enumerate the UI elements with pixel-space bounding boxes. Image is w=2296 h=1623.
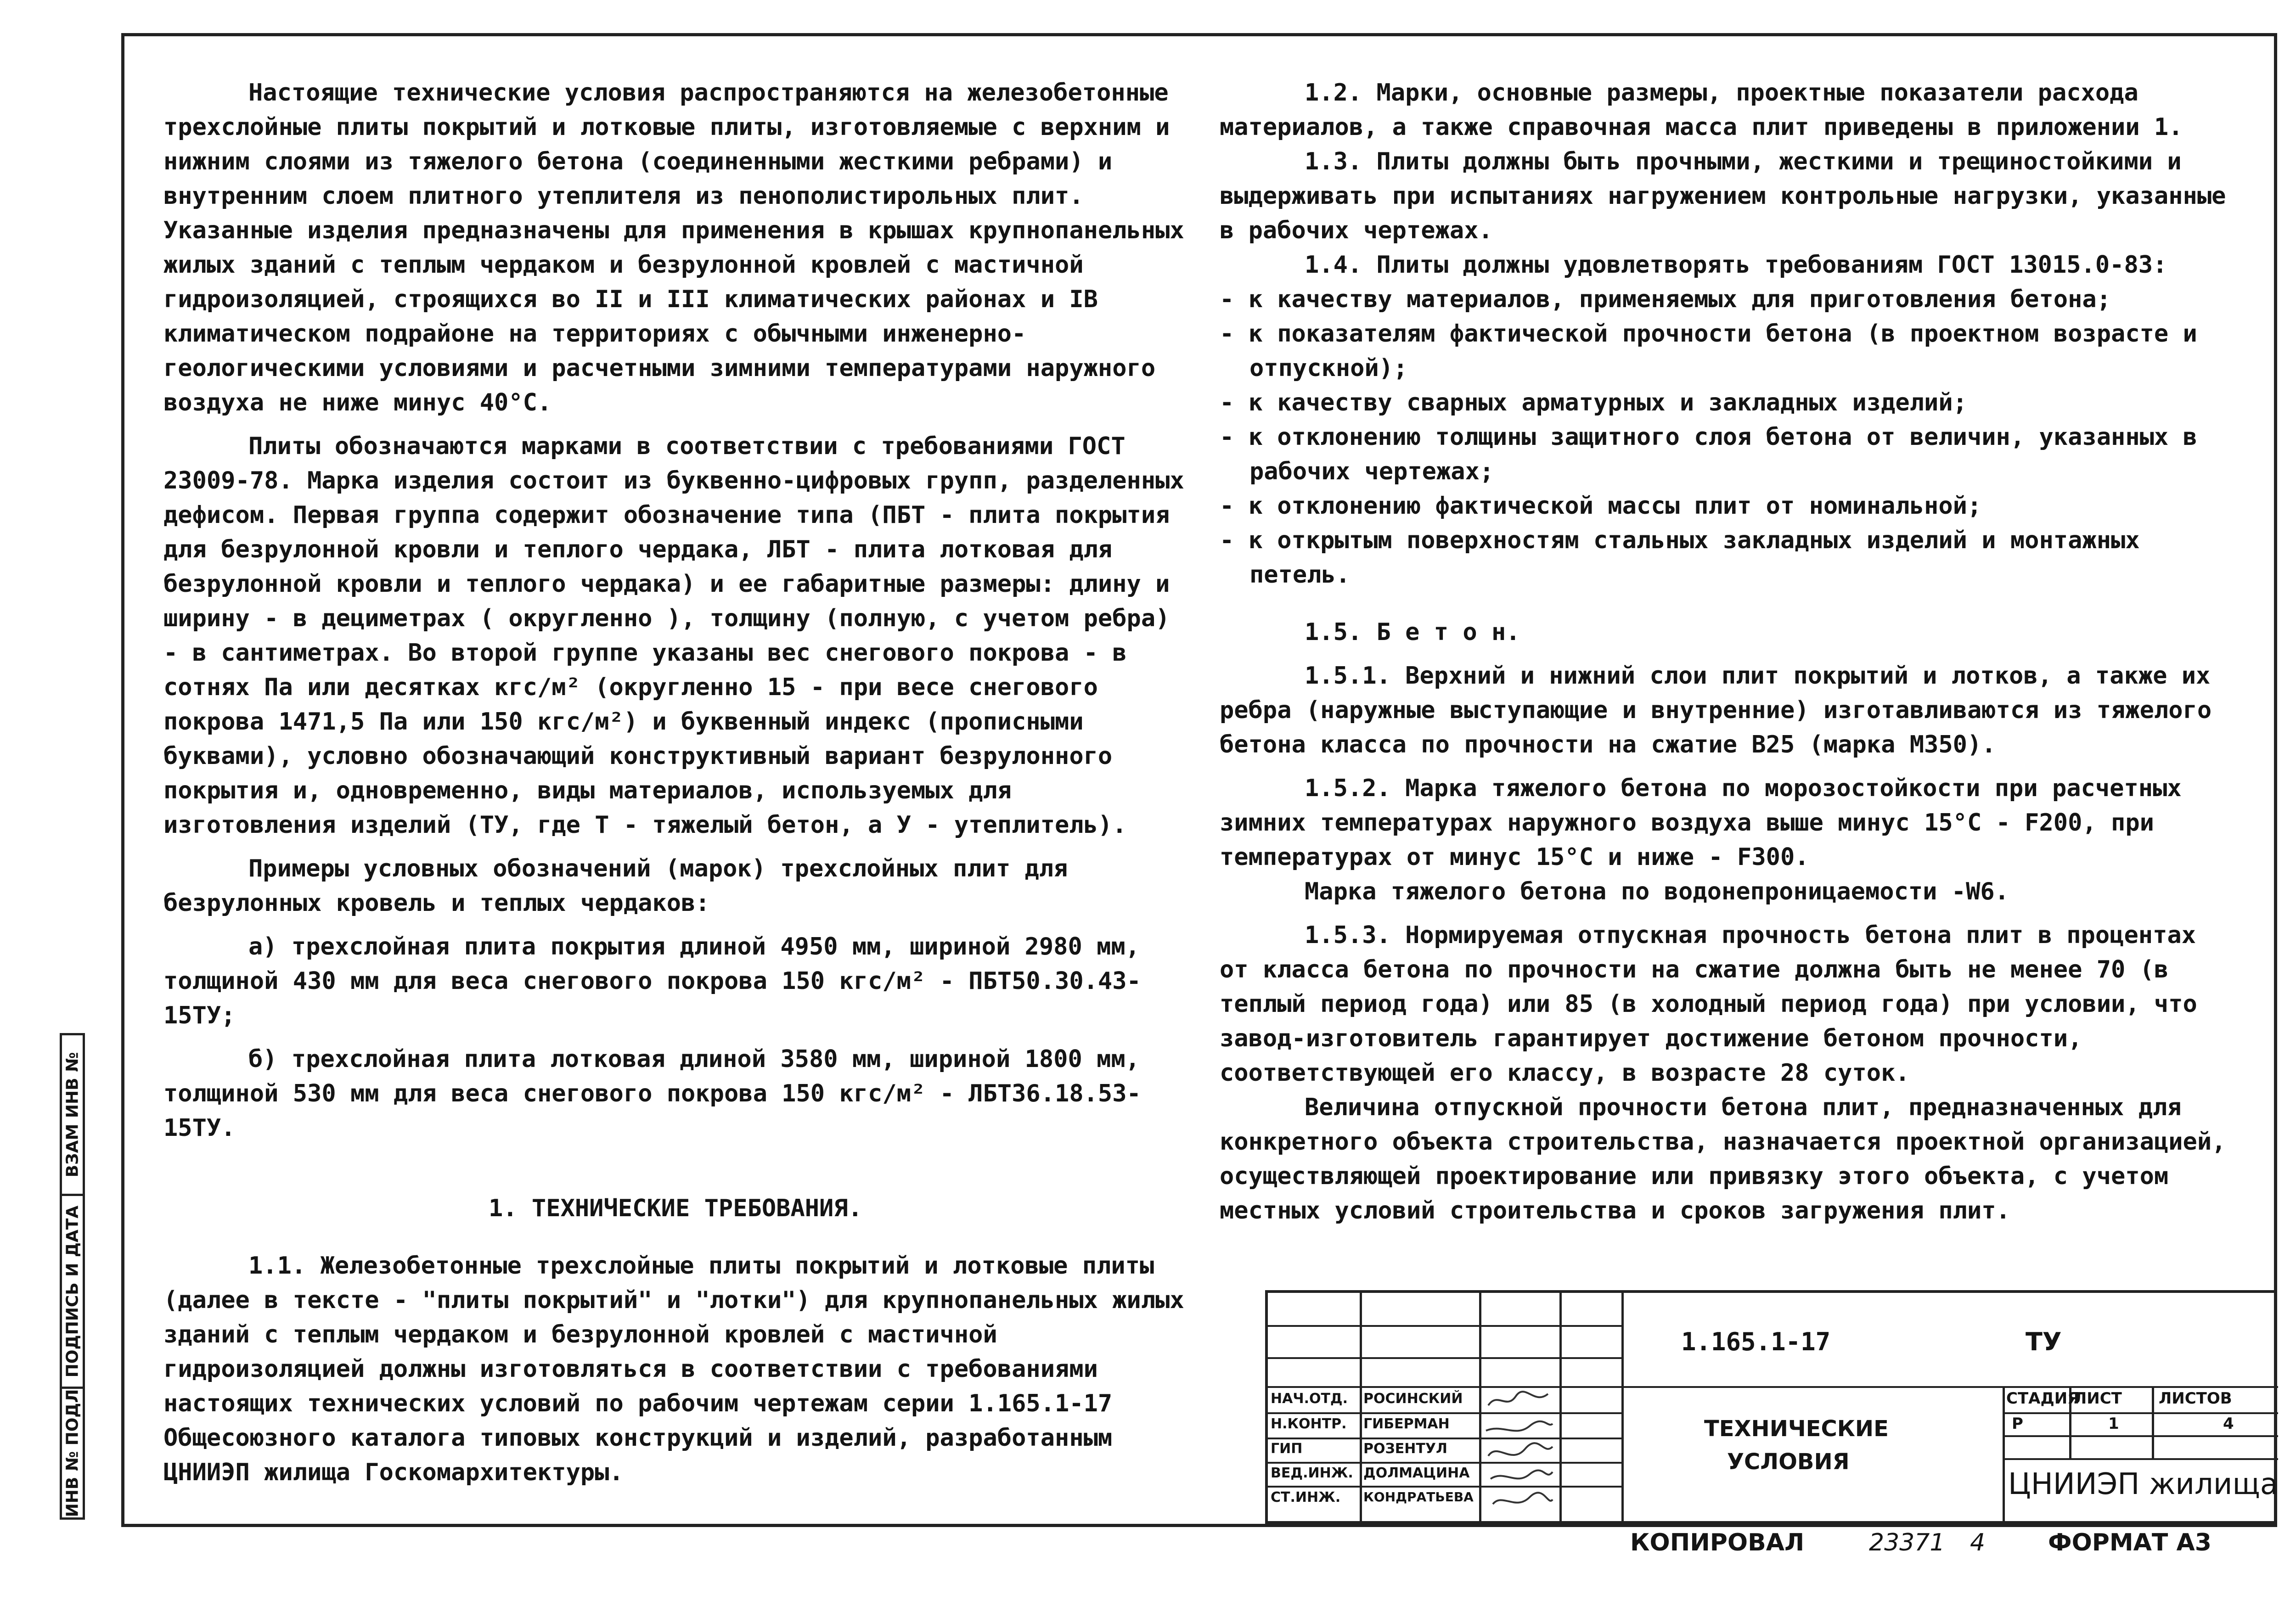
side-cell-inv bbox=[62, 1389, 83, 1517]
strength-note: Величина отпускной прочности бетона плит, предназначенных для конкретного объекта строительства, назначается проектной организацией, осуществляющей проектирование или привязку этого объекта, с учетом местных условий строительства и сроков загружения плит. bbox=[1220, 1094, 2226, 1224]
signer-name: ДОЛМАЦИНА bbox=[1363, 1465, 1470, 1481]
list-item: - к показателям фактической прочности бетона (в проектном возрасте и отпускной); bbox=[1220, 320, 2197, 382]
frost-resistance-note: Марка тяжелого бетона по водонепроницаемости -W6. bbox=[1305, 878, 2009, 905]
clause-1-2: 1.2. Марки, основные размеры, проектные показатели расхода материалов, а также справочная масса плит приведены в приложении 1. bbox=[1220, 79, 2183, 141]
signer-name: РОСИНСКИЙ bbox=[1363, 1391, 1463, 1407]
sheet-label: ЛИСТ bbox=[2074, 1389, 2122, 1408]
stage-label: СТАДИЯ bbox=[2006, 1389, 2080, 1408]
examples-intro: Примеры условных обозначений (марок) трехслойных плит для безрулонных кровель и теплых чердаков: bbox=[163, 855, 1068, 917]
list-item: - к качеству материалов, применяемых для приготовления бетона; bbox=[1220, 286, 2111, 313]
clause-1-3: 1.3. Плиты должны быть прочными, жесткими и трещиностойкими и выдерживать при испытаниях нагружением контрольные нагрузки, указанные в рабочих чертежах. bbox=[1220, 148, 2226, 244]
clause-1-5-2: 1.5.2. Марка тяжелого бетона по морозостойкости при расчетных зимних температурах наружного воздуха выше минус 15°С - F200, при температурах от минус 15°С и ниже - F300. bbox=[1220, 775, 2182, 871]
role-label: СТ.ИНЖ. bbox=[1271, 1489, 1341, 1505]
title-line-1: ТЕХНИЧЕСКИЕ bbox=[1704, 1416, 1889, 1442]
clause-1-5-heading: 1.5. Б е т о н. bbox=[1305, 618, 1520, 646]
intro-paragraph: Настоящие технические условия распространяются на железобетонные трехслойные плиты покрытий и лотковые плиты, изготовляемые с верхним и нижним слоями из тяжелого бетона (соединенными жесткими ребрами) и внутренним слоем плитного утеплителя из пенополистирольных плит. Указанные изделия предназначены для применения в крышах крупнопанельных жилых зданий с теплым чердаком и безрулонной кровлей с мастичной гидроизоляцией, строящихся во II и III климатических районах и IВ климатическом подрайоне на территориях с обычными инженерно-геологическими условиями и расчетными зимними температурами наружного воздуха не ниже минус 40°С. bbox=[163, 79, 1184, 416]
side-label-signature: ПОДПИСЬ И ДАТА bbox=[63, 1205, 82, 1377]
example-b: б) трехслойная плита лотковая длиной 3580 мм, шириной 1800 мм, толщиной 530 мм для веса снегового покрова 150 кгс/м² - ЛБТ36.18.53-15ТУ. bbox=[163, 1045, 1141, 1142]
example-a: а) трехслойная плита покрытия длиной 4950 мм, шириной 2980 мм, толщиной 430 мм для веса снегового покрова 150 кгс/м² - ПБТ50.30.43-15ТУ; bbox=[163, 933, 1141, 1029]
copied-label: КОПИРОВАЛ bbox=[1630, 1529, 1805, 1556]
role-label: НАЧ.ОТД. bbox=[1271, 1391, 1348, 1407]
list-item: - к открытым поверхностям стальных закладных изделий и монтажных петель. bbox=[1220, 527, 2140, 589]
sheets-label: ЛИСТОВ bbox=[2159, 1389, 2232, 1408]
role-label: ВЕД.ИНЖ. bbox=[1271, 1465, 1353, 1481]
clause-1-5-3: 1.5.3. Нормируемая отпускная прочность бетона плит в процентах от класса бетона по прочности на сжатие должна быть не менее 70 (в теплый период года) или 85 (в холодный период года) при условии, что завод-изготовитель гарантирует достижение бетоном прочности, соответствующей его классу, в возрасте 28 суток. bbox=[1220, 921, 2197, 1087]
document-number: 1.165.1-17 bbox=[1681, 1327, 1831, 1356]
clause-1-4: 1.4. Плиты должны удовлетворять требованиям ГОСТ 13015.0-83: bbox=[1305, 251, 2167, 279]
clause-1-1: 1.1. Железобетонные трехслойные плиты покрытий и лотковые плиты (далее в тексте - "плиты покрытий" и "лотки") для крупнопанельных жилых зданий с теплым чердаком и безрулонной кровлей с мастичной гидроизоляцией должны изготовляться в соответствии с требованиями настоящих технических условий по рабочим чертежам серии 1.165.1-17 Общесоюзного каталога типовых конструкций и изделий, разработанным ЦНИИЭП жилища Госкомархитектуры. bbox=[163, 1252, 1184, 1486]
signer-name: КОНДРАТЬЕВА bbox=[1363, 1489, 1474, 1505]
side-stamp bbox=[60, 1033, 85, 1520]
marking-paragraph: Плиты обозначаются марками в соответствии с требованиями ГОСТ 23009-78. Марка изделия состоит из буквенно-цифровых групп, разделенных дефисом. Первая группа содержит обозначение типа (ПБТ - плита покрытия для безрулонной кровли и теплого чердака, ЛБТ - плита лотковая для безрулонной кровли и теплого чердака) и ее габаритные размеры: длину и ширину - в дециметрах ( округленно ), толщину (полную, с учетом ребра) - в сантиметрах. Во второй группе указаны вес снегового покрова - в сотнях Па или десятках кгс/м² (округленно 15 - при весе снегового покрова 1471,5 Па или 150 кгс/м²) и буквенный индекс (прописными буквами), условно обозначающий конструктивный вариант безрулонного покрытия и, одновременно, виды материалов, используемых для изготовления изделий (ТУ, где Т - тяжелый бетон, а У - утеплитель). bbox=[163, 432, 1184, 839]
organization-name: ЦНИИЭП жилища bbox=[2008, 1467, 2278, 1501]
side-cell-vzam bbox=[62, 1035, 83, 1196]
section-heading: 1. ТЕХНИЧЕСКИЕ ТРЕБОВАНИЯ. bbox=[489, 1195, 862, 1222]
signer-name: ГИБЕРМАН bbox=[1363, 1416, 1450, 1432]
side-label-vzam: ВЗАМ ИНВ № bbox=[63, 1052, 82, 1177]
document-type: ТУ bbox=[2026, 1327, 2062, 1356]
role-label: ГИП bbox=[1271, 1441, 1303, 1457]
role-label: Н.КОНТР. bbox=[1271, 1416, 1347, 1432]
sheet-value: 1 bbox=[2108, 1415, 2119, 1433]
title-line-2: УСЛОВИЯ bbox=[1727, 1449, 1850, 1475]
title-block bbox=[1265, 1290, 2277, 1524]
clause-1-5-1: 1.5.1. Верхний и нижний слои плит покрытий и лотков, а также их ребра (наружные выступающие и внутренние) изготавливаются из тяжелого бетона класса по прочности на сжатие В25 (марка М350). bbox=[1220, 662, 2212, 758]
list-item: - к отклонению толщины защитного слоя бетона от величин, указанных в рабочих чертежах; bbox=[1220, 423, 2197, 485]
sheets-value: 4 bbox=[2223, 1415, 2234, 1433]
format-label: ФОРМАТ А3 bbox=[2048, 1529, 2212, 1556]
list-item: - к отклонению фактической массы плит от номинальной; bbox=[1220, 492, 1982, 520]
order-suffix: 4 bbox=[1970, 1529, 1986, 1556]
signatures-image bbox=[1484, 1387, 1557, 1525]
order-number: 23371 bbox=[1869, 1529, 1945, 1556]
stage-value: Р bbox=[2012, 1415, 2023, 1433]
signer-name: РОЗЕНТУЛ bbox=[1363, 1441, 1447, 1457]
side-cell-signature bbox=[62, 1196, 83, 1389]
list-item: - к качеству сварных арматурных и закладных изделий; bbox=[1220, 389, 1967, 416]
left-text-column bbox=[163, 76, 1187, 1490]
right-text-column bbox=[1220, 76, 2230, 1228]
side-label-inv: ИНВ № ПОДЛ bbox=[63, 1389, 82, 1517]
